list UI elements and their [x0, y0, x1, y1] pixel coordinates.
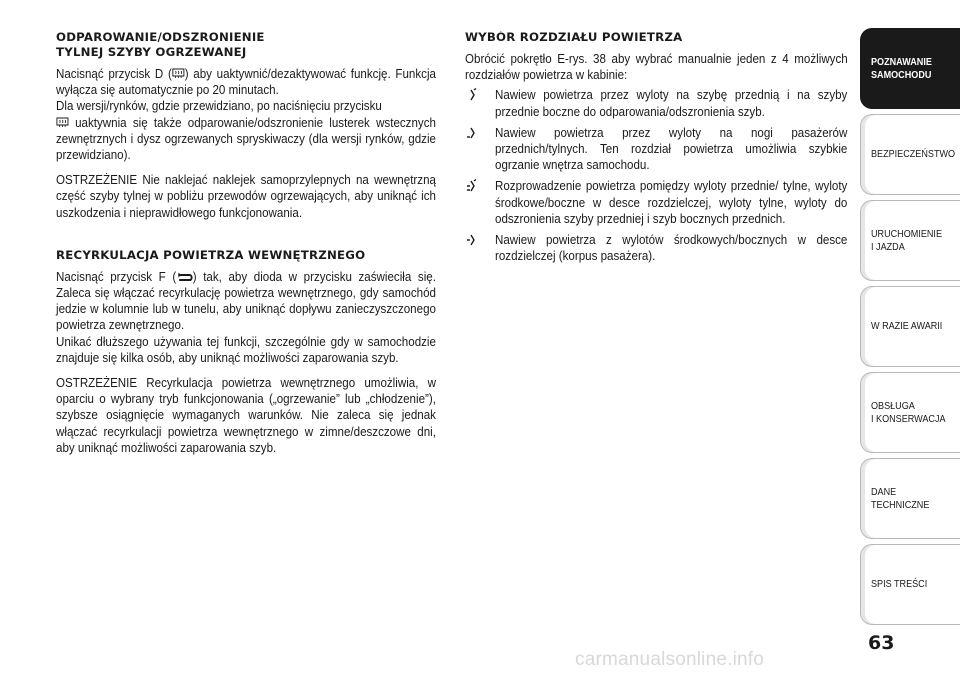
heading-rear-defrost-line2: TYLNEJ SZYBY OGRZEWANEJ: [56, 46, 247, 59]
rear-defrost-paragraph: Nacisnąć przycisk D ( ) aby uaktywnić/dezaktywować funkcję. Funkcja wyłącza się automatycznie po 20 minutach. Dla wersji/rynków, gdzie przewidziano, po naciśnięciu przycisku uaktywnia się także odparowanie/odszronienie lusterek wstecznych zewnętrznych i dysz ogrzewanych spryskiwaczy (dla wersji rynków, gdzie przewidziano).: [56, 67, 436, 163]
air-to-body-icon: [465, 233, 483, 247]
tab-dane-techniczne[interactable]: DANE TECHNICZNE: [860, 458, 960, 539]
left-column: [56, 30, 436, 465]
watermark: carmanualsonline.info: [575, 649, 765, 670]
recirculation-icon: [176, 271, 193, 282]
air-distribution-intro: Obrócić pokrętło E-rys. 38 aby wybrać manualnie jeden z 4 możliwych rozdziałów powietrza w kabinie:: [465, 52, 848, 83]
recirculation-warning: OSTRZEŻENIE Recyrkulacja powietrza wewnętrznego umożliwia, w oparciu o wybrany tryb funkcjonowania („ogrzewanie” lub „chłodzenie”), szybsze osiągnięcie wymaganych warunków. Nie zaleca się jednak włączać recyrkulacji powietrza wewnętrznego w zimne/deszczowe dni, aby uniknąć możliwości zaparowania szyb.: [56, 376, 436, 455]
tab-obsluga-i-konserwacja[interactable]: OBSŁUGA I KONSERWACJA: [860, 372, 960, 453]
air-mode-body: Nawiew powietrza z wylotów środkowych/bocznych w desce rozdzielczej (korpus pasażera).: [465, 232, 848, 264]
rear-defrost-icon: [172, 68, 185, 79]
tab-uruchomienie-i-jazda[interactable]: URUCHOMIENIE I JAZDA: [860, 200, 960, 281]
heading-air-distribution: WYBÓR ROZDZIAŁU POWIETRZA: [465, 31, 683, 44]
tab-spis-tresci[interactable]: SPIS TREŚCI: [860, 544, 960, 625]
page-number: 63: [868, 632, 895, 654]
heading-recirculation: RECYRKULACJA POWIETRZA WEWNĘTRZNEGO: [56, 248, 366, 262]
tab-poznawanie-samochodu[interactable]: POZNAWANIE SAMOCHODU: [860, 28, 960, 109]
heading-rear-defrost-line1: ODPAROWANIE/ODSZRONIENIE: [56, 31, 265, 44]
air-mode-mixed: Rozprowadzenie powietrza pomiędzy wyloty przednie/ tylne, wyloty środkowe/boczne w desce rozdzielczej, wyloty tylne, wyloty do odszronienia szyby przedniej i szyb bocznych przednich.: [465, 178, 848, 227]
recirculation-paragraph: Nacisnąć przycisk F ( ) tak, aby dioda w przycisku zaświeciła się. Zaleca się włączać recyrkulację powietrza wewnętrznego, gdy samochód jedzie w kolumnie lub w tunelu, aby uniknąć dopływu zanieczyszczonego powietrza zewnętrznego. Unikać dłuższego używania tej funkcji, szczególnie gdy w samochodzie znajduje się kilka osób, aby uniknąć możliwości zaparowania szyb.: [56, 269, 436, 365]
rear-defrost-icon: [56, 117, 69, 128]
air-mode-windscreen: Nawiew powietrza przez wyloty na szybę przednią i na szyby przednie boczne do odparowania/odszronienia szyb.: [465, 87, 848, 119]
tab-bezpieczenstwo[interactable]: BEZPIECZEŃSTWO: [860, 114, 960, 195]
chapter-tabs: [860, 0, 960, 677]
air-mode-feet: Nawiew powietrza przez wyloty na nogi pasażerów przednich/tylnych. Ten rozdział powietrza umożliwia szybkie ogrzanie wnętrza samochodu.: [465, 125, 848, 174]
tab-w-razie-awarii[interactable]: W RAZIE AWARII: [860, 286, 960, 367]
air-to-windscreen-icon: [465, 88, 483, 102]
right-column: [465, 30, 848, 269]
air-to-feet-icon: [465, 126, 483, 140]
air-mixed-icon: [465, 179, 483, 193]
rear-defrost-warning: OSTRZEŻENIE Nie naklejać naklejek samoprzylepnych na wewnętrzną część szyby tylnej w pobliżu przewodów ogrzewających, aby uniknąć ich uszkodzenia i nieprawidłowego funkcjonowania.: [56, 173, 436, 220]
